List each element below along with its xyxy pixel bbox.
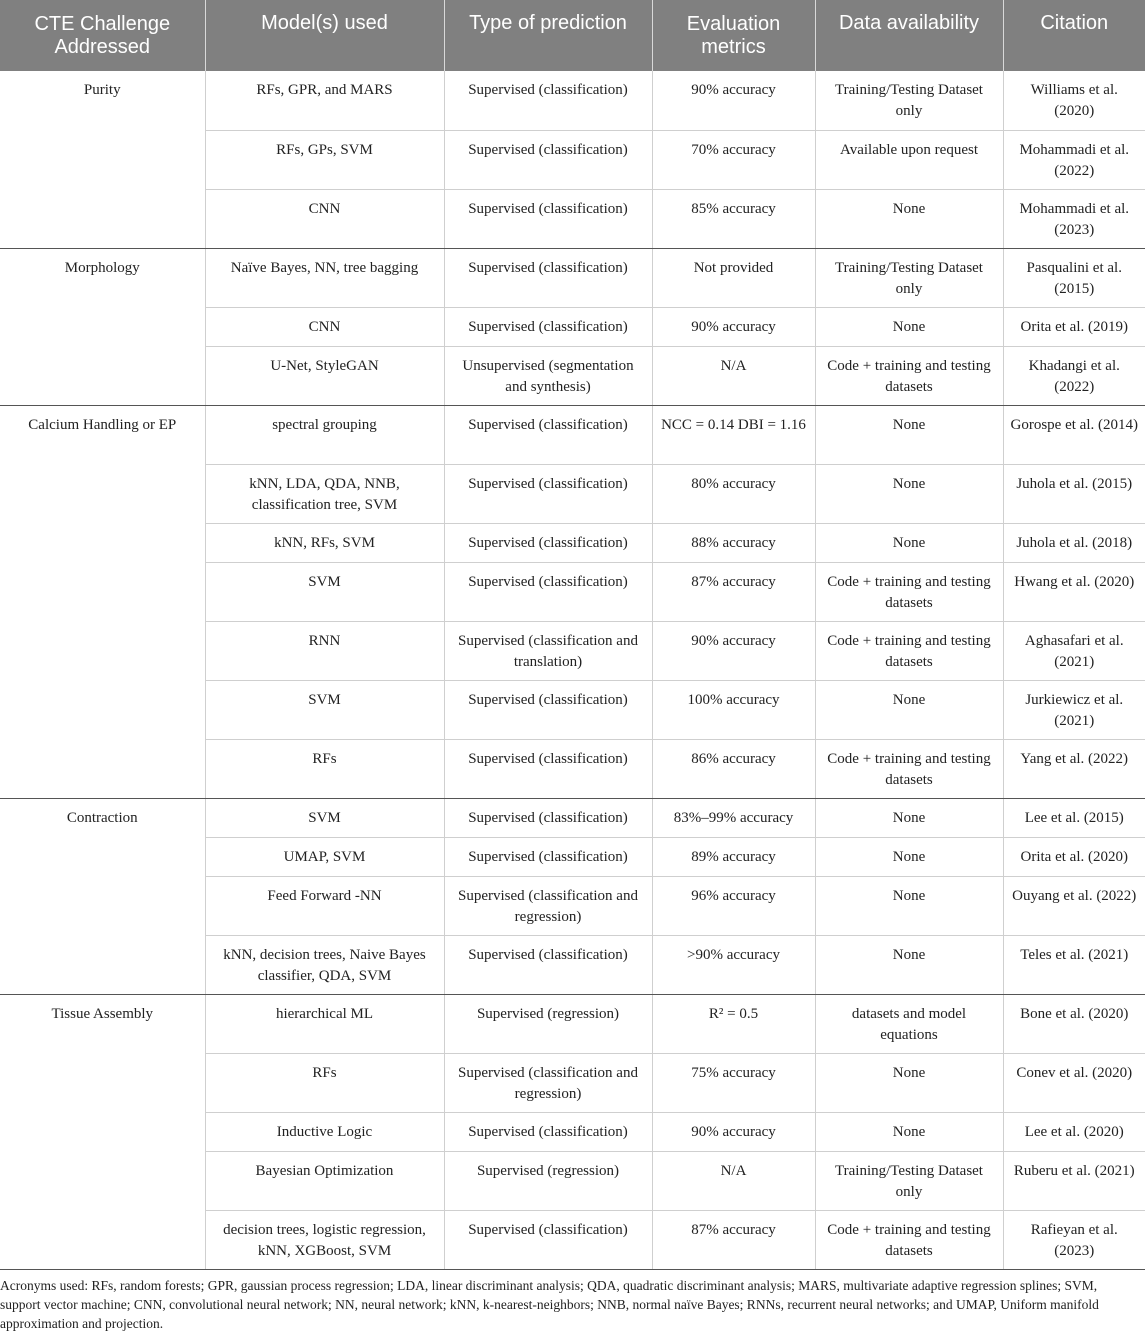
challenge-cell: Calcium Handling or EP (0, 405, 205, 798)
prediction-type-cell: Supervised (classification) (444, 307, 652, 346)
prediction-type-cell: Supervised (classification) (444, 464, 652, 523)
citation-cell: Ouyang et al. (2022) (1003, 876, 1145, 935)
prediction-type-cell: Supervised (regression) (444, 994, 652, 1053)
metrics-cell: N/A (652, 346, 815, 405)
model-cell: kNN, RFs, SVM (205, 523, 444, 562)
table-row (0, 798, 1145, 837)
prediction-type-cell: Supervised (classification) (444, 189, 652, 248)
data-availability-cell: None (815, 798, 1003, 837)
citation-cell: Juhola et al. (2015) (1003, 464, 1145, 523)
data-availability-cell: Code + training and testing datasets (815, 346, 1003, 405)
citation-cell: Rafieyan et al. (2023) (1003, 1210, 1145, 1269)
data-availability-cell: datasets and model equations (815, 994, 1003, 1053)
data-availability-cell: Available upon request (815, 130, 1003, 189)
data-availability-cell: Code + training and testing datasets (815, 739, 1003, 798)
citation-cell: Mohammadi et al. (2022) (1003, 130, 1145, 189)
data-availability-cell: None (815, 189, 1003, 248)
citation-cell: Williams et al. (2020) (1003, 71, 1145, 130)
prediction-type-cell: Supervised (classification) (444, 1112, 652, 1151)
data-availability-cell: None (815, 307, 1003, 346)
prediction-type-cell: Supervised (classification and regression) (444, 876, 652, 935)
citation-cell: Teles et al. (2021) (1003, 935, 1145, 994)
metrics-cell: Not provided (652, 248, 815, 307)
header-models: Model(s) used (205, 0, 444, 71)
model-cell: decision trees, logistic regression, kNN, XGBoost, SVM (205, 1210, 444, 1269)
data-availability-cell: None (815, 935, 1003, 994)
model-cell: SVM (205, 680, 444, 739)
citation-cell: Orita et al. (2020) (1003, 837, 1145, 876)
data-availability-cell: None (815, 876, 1003, 935)
data-availability-cell: None (815, 464, 1003, 523)
metrics-cell: 100% accuracy (652, 680, 815, 739)
table-row (0, 71, 1145, 130)
data-availability-cell: None (815, 680, 1003, 739)
citation-cell: Mohammadi et al. (2023) (1003, 189, 1145, 248)
metrics-cell: 90% accuracy (652, 71, 815, 130)
metrics-cell: 83%–99% accuracy (652, 798, 815, 837)
challenge-cell: Tissue Assembly (0, 994, 205, 1269)
header-prediction-type: Type of prediction (444, 0, 652, 71)
metrics-cell: 86% accuracy (652, 739, 815, 798)
prediction-type-cell: Supervised (classification) (444, 680, 652, 739)
prediction-type-cell: Supervised (classification) (444, 71, 652, 130)
prediction-type-cell: Supervised (classification) (444, 1210, 652, 1269)
metrics-cell: 90% accuracy (652, 307, 815, 346)
prediction-type-cell: Supervised (classification and translation) (444, 621, 652, 680)
metrics-cell: 90% accuracy (652, 621, 815, 680)
prediction-type-cell: Supervised (classification and regression) (444, 1053, 652, 1112)
citation-cell: Pasqualini et al. (2015) (1003, 248, 1145, 307)
prediction-type-cell: Supervised (classification) (444, 562, 652, 621)
citation-cell: Ruberu et al. (2021) (1003, 1151, 1145, 1210)
header-challenge: CTE Challenge Addressed (0, 0, 205, 71)
citation-cell: Jurkiewicz et al. (2021) (1003, 680, 1145, 739)
header-data-availability: Data availability (815, 0, 1003, 71)
prediction-type-cell: Unsupervised (segmentation and synthesis) (444, 346, 652, 405)
prediction-type-cell: Supervised (classification) (444, 248, 652, 307)
challenge-cell: Contraction (0, 798, 205, 994)
metrics-cell: 75% accuracy (652, 1053, 815, 1112)
metrics-cell: 87% accuracy (652, 1210, 815, 1269)
citation-cell: Gorospe et al. (2014) (1003, 405, 1145, 464)
citation-cell: Bone et al. (2020) (1003, 994, 1145, 1053)
data-availability-cell: Training/Testing Dataset only (815, 248, 1003, 307)
table-row (0, 994, 1145, 1053)
table-body (0, 71, 1145, 1269)
citation-cell: Hwang et al. (2020) (1003, 562, 1145, 621)
data-availability-cell: Training/Testing Dataset only (815, 71, 1003, 130)
data-availability-cell: None (815, 1053, 1003, 1112)
metrics-cell: R² = 0.5 (652, 994, 815, 1053)
metrics-cell: 90% accuracy (652, 1112, 815, 1151)
metrics-cell: >90% accuracy (652, 935, 815, 994)
data-availability-cell: Code + training and testing datasets (815, 1210, 1003, 1269)
metrics-cell: 96% accuracy (652, 876, 815, 935)
model-cell: Feed Forward -NN (205, 876, 444, 935)
model-cell: CNN (205, 189, 444, 248)
data-availability-cell: None (815, 1112, 1003, 1151)
data-availability-cell: Code + training and testing datasets (815, 621, 1003, 680)
model-cell: RFs (205, 739, 444, 798)
model-cell: Inductive Logic (205, 1112, 444, 1151)
model-cell: RFs, GPR, and MARS (205, 71, 444, 130)
model-cell: spectral grouping (205, 405, 444, 464)
metrics-cell: 70% accuracy (652, 130, 815, 189)
model-cell: UMAP, SVM (205, 837, 444, 876)
prediction-type-cell: Supervised (regression) (444, 1151, 652, 1210)
header-metrics: Evaluation metrics (652, 0, 815, 71)
citation-cell: Orita et al. (2019) (1003, 307, 1145, 346)
table-row (0, 405, 1145, 464)
citation-cell: Yang et al. (2022) (1003, 739, 1145, 798)
prediction-type-cell: Supervised (classification) (444, 935, 652, 994)
metrics-cell: 87% accuracy (652, 562, 815, 621)
model-cell: RNN (205, 621, 444, 680)
citation-cell: Aghasafari et al. (2021) (1003, 621, 1145, 680)
metrics-cell: N/A (652, 1151, 815, 1210)
data-availability-cell: None (815, 837, 1003, 876)
metrics-cell: 89% accuracy (652, 837, 815, 876)
citation-cell: Juhola et al. (2018) (1003, 523, 1145, 562)
model-cell: U-Net, StyleGAN (205, 346, 444, 405)
model-cell: RFs (205, 1053, 444, 1112)
model-cell: Naïve Bayes, NN, tree bagging (205, 248, 444, 307)
header-row (0, 0, 1145, 71)
metrics-cell: 88% accuracy (652, 523, 815, 562)
metrics-cell: NCC = 0.14 DBI = 1.16 (652, 405, 815, 464)
prediction-type-cell: Supervised (classification) (444, 405, 652, 464)
prediction-type-cell: Supervised (classification) (444, 837, 652, 876)
challenge-cell: Purity (0, 71, 205, 248)
data-availability-cell: None (815, 405, 1003, 464)
prediction-type-cell: Supervised (classification) (444, 739, 652, 798)
data-availability-cell: None (815, 523, 1003, 562)
citation-cell: Conev et al. (2020) (1003, 1053, 1145, 1112)
model-cell: CNN (205, 307, 444, 346)
header-citation: Citation (1003, 0, 1145, 71)
model-cell: SVM (205, 562, 444, 621)
data-availability-cell: Code + training and testing datasets (815, 562, 1003, 621)
citation-cell: Lee et al. (2015) (1003, 798, 1145, 837)
model-cell: RFs, GPs, SVM (205, 130, 444, 189)
challenge-cell: Morphology (0, 248, 205, 405)
table-footnote: Acronyms used: RFs, random forests; GPR, gaussian process regression; LDA, linear discriminant analysis; QDA, quadratic discriminant analysis; MARS, multivariate adaptive regression splines; SVM, support vector machine; CNN, convolutional neural network; NN, neural network; kNN, k-nearest-neighbors; NNB, normal naïve Bayes; RNNs, recurrent neural networks; and UMAP, Uniform manifold approximation and projection. (0, 1278, 1099, 1331)
prediction-type-cell: Supervised (classification) (444, 523, 652, 562)
model-cell: Bayesian Optimization (205, 1151, 444, 1210)
citation-cell: Lee et al. (2020) (1003, 1112, 1145, 1151)
metrics-cell: 85% accuracy (652, 189, 815, 248)
citation-cell: Khadangi et al. (2022) (1003, 346, 1145, 405)
data-availability-cell: Training/Testing Dataset only (815, 1151, 1003, 1210)
model-cell: SVM (205, 798, 444, 837)
metrics-cell: 80% accuracy (652, 464, 815, 523)
model-cell: hierarchical ML (205, 994, 444, 1053)
model-cell: kNN, decision trees, Naive Bayes classifier, QDA, SVM (205, 935, 444, 994)
prediction-type-cell: Supervised (classification) (444, 130, 652, 189)
prediction-type-cell: Supervised (classification) (444, 798, 652, 837)
table-row (0, 248, 1145, 307)
model-cell: kNN, LDA, QDA, NNB, classification tree, SVM (205, 464, 444, 523)
